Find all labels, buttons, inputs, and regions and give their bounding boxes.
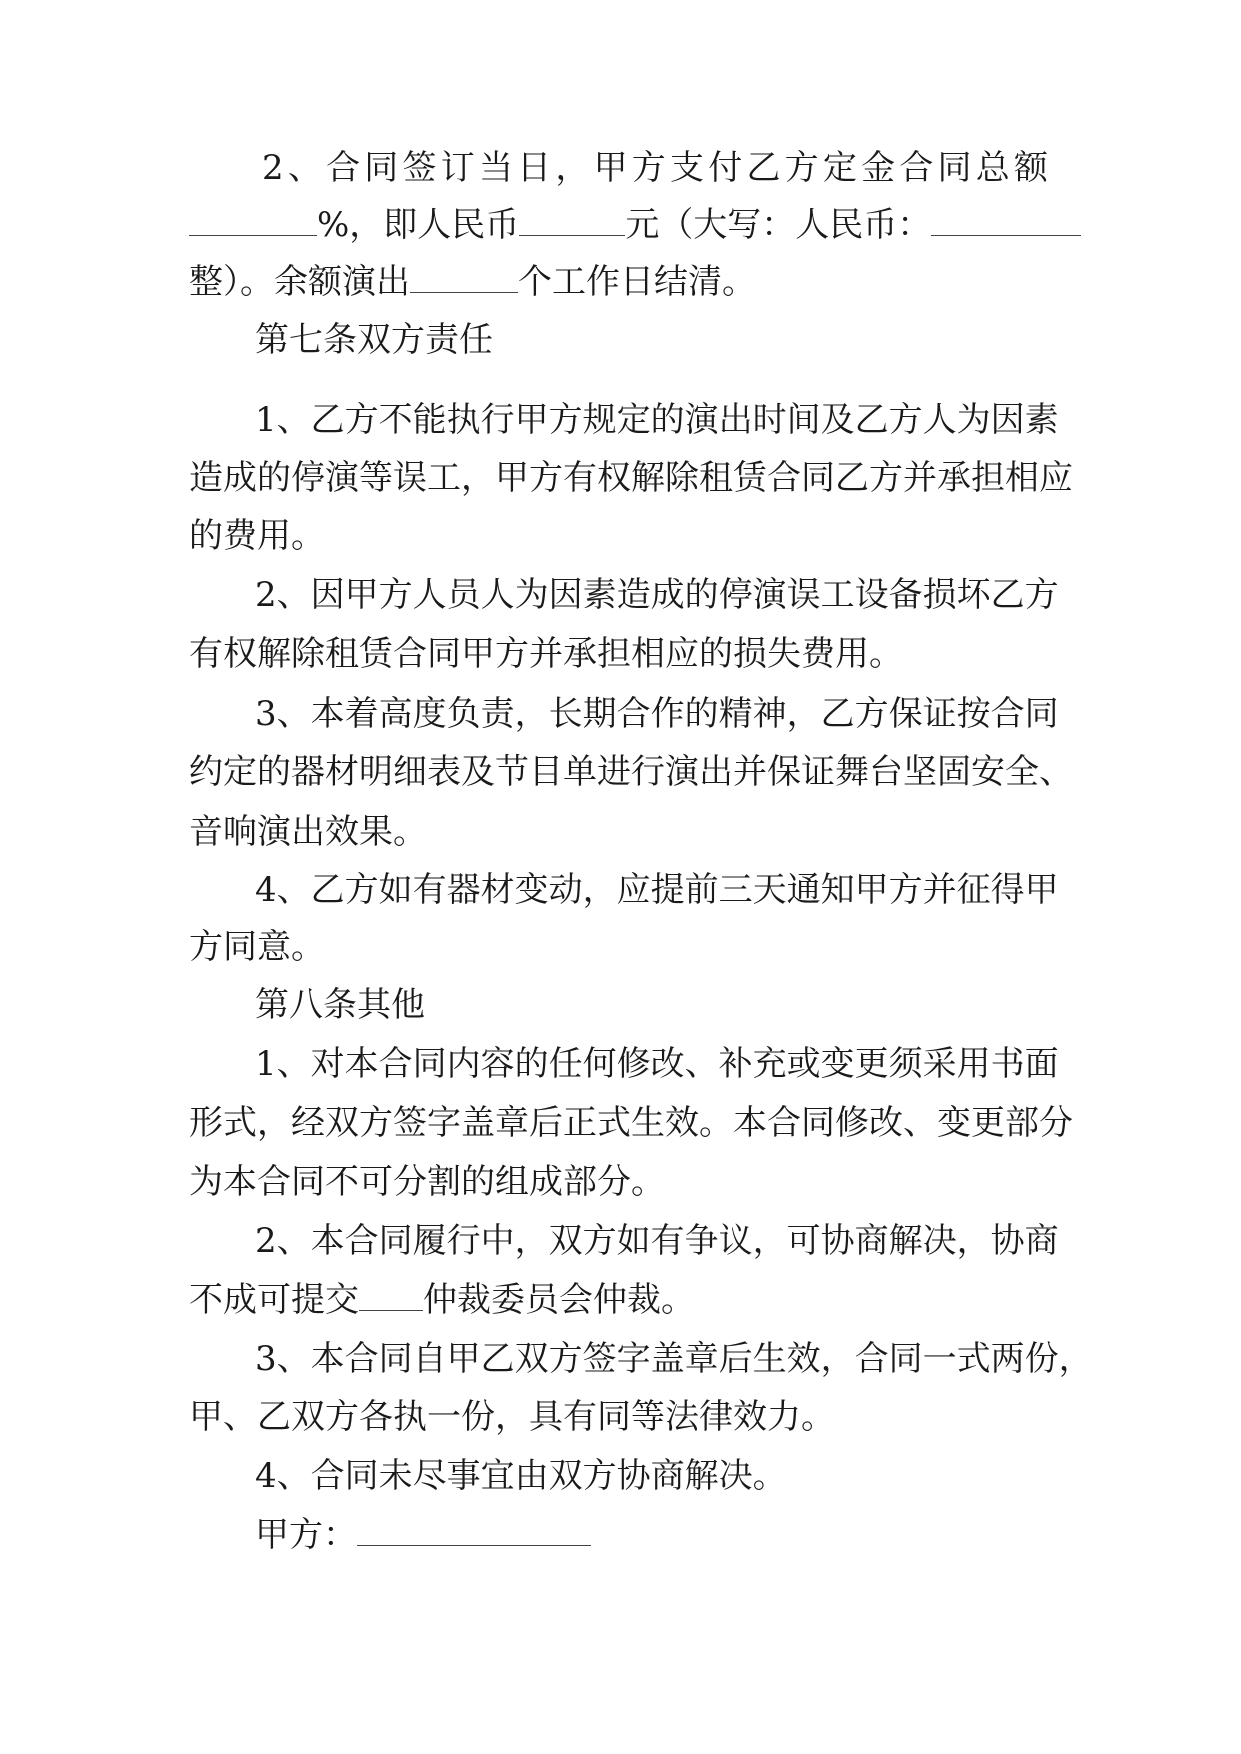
article-8-clause-3-line-2: 甲、乙双方各执一份，具有同等法律效力。 <box>189 1397 835 1437</box>
article-8-clause-2-line-1: 2、本合同履行中，双方如有争议，可协商解决，协商 <box>255 1221 1059 1261</box>
payment-text-balance: 整）。余额演出 <box>189 262 410 302</box>
article-7-clause-3-line-2: 约定的器材明细表及节目单进行演出并保证舞台坚固安全、 <box>189 752 1073 792</box>
article-8-clause-4: 4、合同未尽事宜由双方协商解决。 <box>255 1456 787 1496</box>
payment-text-percent: %，即人民币 <box>317 205 520 245</box>
article-7-clause-3-line-1: 3、本着高度负责，长期合作的精神，乙方保证按合同 <box>255 694 1059 734</box>
article-8-clause-1-line-3: 为本合同不可分割的组成部分。 <box>189 1162 665 1202</box>
payment-clause-line-2 <box>189 205 1081 245</box>
article-8-clause-3-line-1: 3、本合同自甲乙双方签字盖章后生效，合同一式两份， <box>255 1339 1093 1379</box>
article-7-clause-3-line-3: 音响演出效果。 <box>189 812 427 852</box>
article-7-clause-2-line-1: 2、因甲方人员人为因素造成的停演误工设备损坏乙方 <box>255 575 1059 615</box>
rmb-amount-blank <box>519 205 625 236</box>
article-7-clause-4-line-2: 方同意。 <box>189 927 325 967</box>
article-8-clause-2-line-2 <box>189 1280 695 1320</box>
arbitration-text-submit: 不成可提交 <box>189 1280 359 1320</box>
payment-text-workday: 个工作日结清。 <box>518 262 756 302</box>
party-a-label: 甲方： <box>255 1515 357 1555</box>
article-8-heading: 第八条其他 <box>255 985 425 1025</box>
article-8-clause-1-line-1: 1、对本合同内容的任何修改、补充或变更须采用书面 <box>255 1044 1059 1084</box>
payment-text-capital: 元（大写：人民币： <box>625 205 932 245</box>
capital-amount-blank <box>931 205 1081 236</box>
payment-clause-line-3 <box>189 262 756 302</box>
article-7-clause-1-line-2: 造成的停演等误工，甲方有权解除租赁合同乙方并承担相应 <box>189 458 1073 498</box>
party-a-signature-blank[interactable] <box>357 1515 591 1546</box>
arbitration-committee-blank <box>359 1280 423 1311</box>
payment-clause-line-1: 2、合同签订当日，甲方支付乙方定金合同总额 <box>262 148 1048 188</box>
workday-count-blank <box>410 262 518 293</box>
party-a-signature-line <box>255 1515 591 1555</box>
arbitration-text-committee: 仲裁委员会仲裁。 <box>423 1280 695 1320</box>
article-7-heading: 第七条双方责任 <box>255 320 493 360</box>
article-7-clause-4-line-1: 4、乙方如有器材变动，应提前三天通知甲方并征得甲 <box>255 870 1059 910</box>
deposit-percent-blank <box>189 205 317 236</box>
article-7-clause-1-line-1: 1、乙方不能执行甲方规定的演出时间及乙方人为因素 <box>255 400 1059 440</box>
article-8-clause-1-line-2: 形式，经双方签字盖章后正式生效。本合同修改、变更部分 <box>189 1103 1073 1143</box>
article-7-clause-1-line-3: 的费用。 <box>189 516 325 556</box>
article-7-clause-2-line-2: 有权解除租赁合同甲方并承担相应的损失费用。 <box>189 634 903 674</box>
